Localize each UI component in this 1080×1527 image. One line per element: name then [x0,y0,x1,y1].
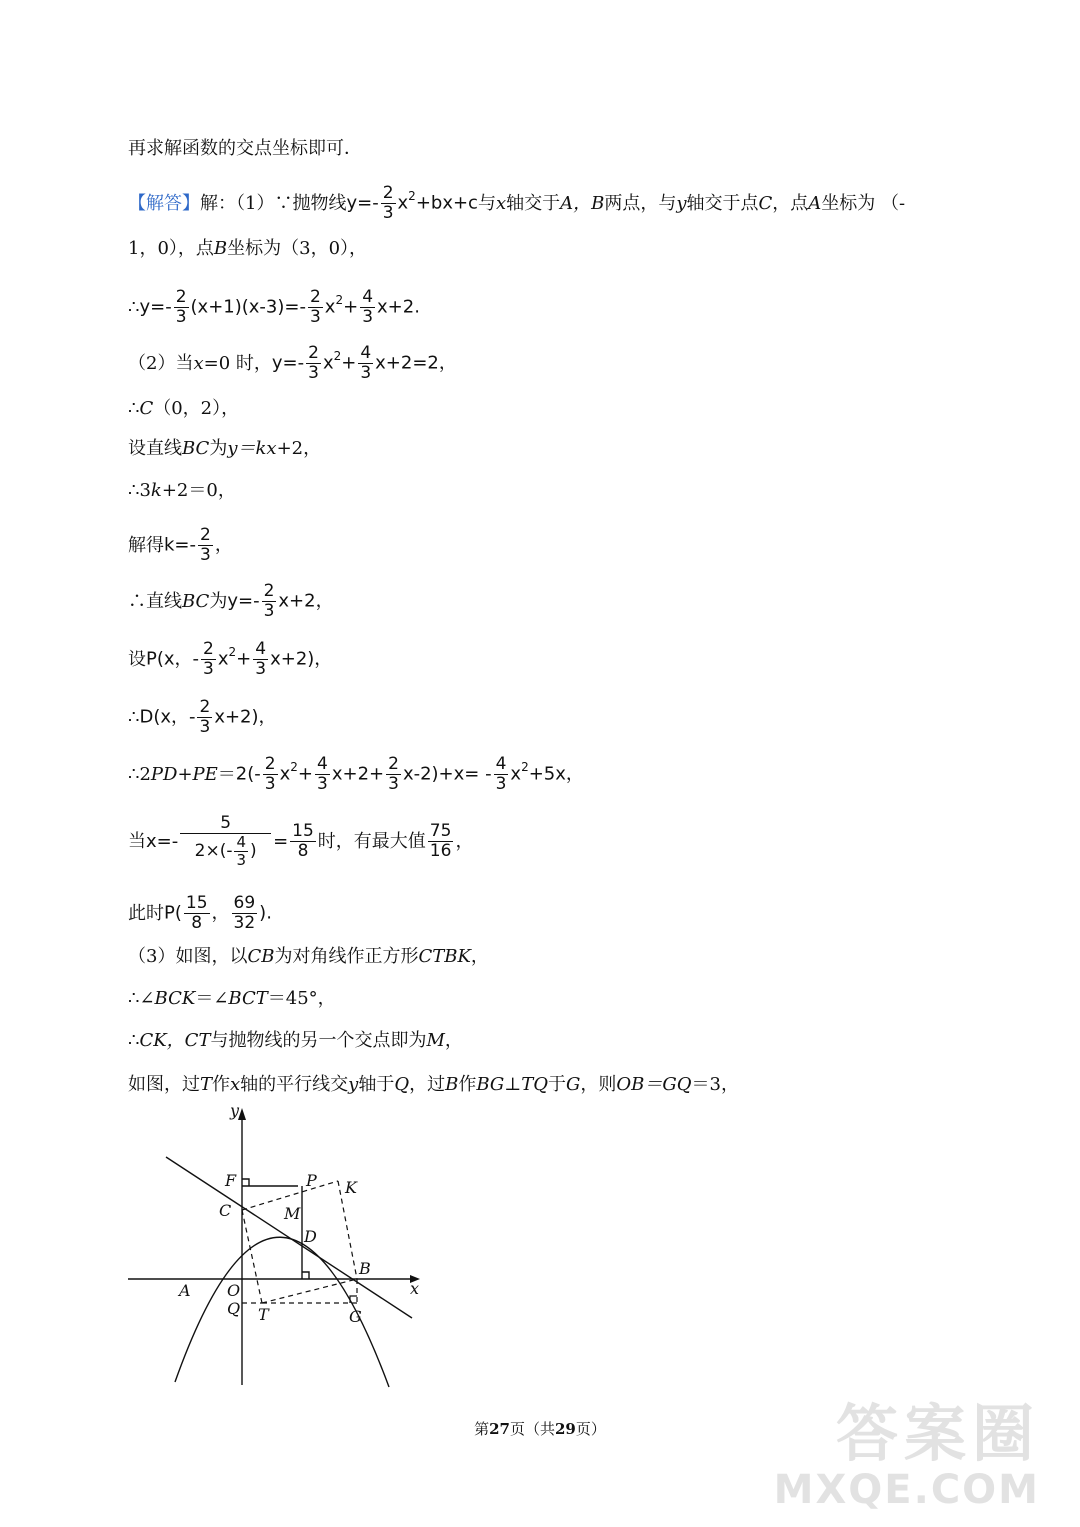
text-line [128,1074,739,1096]
text: 作 [212,1074,231,1095]
text: 轴交于 [506,192,561,214]
text: （3）如图，以 [128,946,248,967]
text-line [128,582,334,621]
text: ＝3， [691,1074,739,1095]
page-footer: 第27页（共29页） [474,1420,606,1438]
text: ∴2 [128,763,151,785]
text-line [128,480,236,502]
text: ∴3 [128,480,151,501]
text: 设直线 [128,438,182,459]
watermark: 答案圈 MXQE.COM [773,1397,1040,1513]
text: 轴于 [358,1074,395,1095]
text: +2＝0， [161,480,236,501]
text: ＝∠ [195,988,229,1009]
text: 当 [128,830,146,852]
label-q: Q [227,1299,241,1318]
label-c: C [219,1201,232,1220]
math: y=- $\frac{2}{3}$ $x^2+bx+c$ [346,183,478,223]
text-line [128,946,489,968]
var: PD+PE [150,763,218,785]
text: 于 [547,1074,566,1095]
text: 为对角线作正方形 [274,946,419,967]
var: M [426,1030,445,1051]
text-line [128,288,420,327]
text-line [128,438,321,460]
segment-c-t [242,1210,262,1303]
text: 为 [209,438,228,459]
text: 与抛物线的另一个交点即为 [210,1030,427,1051]
label-d: D [304,1227,317,1246]
text: ∴直线 [128,590,182,612]
text: 设 [128,648,146,670]
var: C [139,398,154,419]
segment-t-b [262,1279,357,1303]
text-line [128,698,277,737]
label-m: M [284,1204,301,1223]
text: ∴ [128,706,140,728]
right-angle-mark-d [302,1272,309,1279]
text: 为 [209,590,228,612]
var: BC [182,438,210,459]
math: P(x，- $\frac{2}{3}$ $x^2+$ $\frac{4}{3}$ x+2)， [146,639,333,679]
label-y: y [230,1101,240,1120]
var: y [676,192,687,214]
var: OB＝GQ [616,1074,692,1095]
text: ∴ [128,296,140,318]
var: T [200,1074,213,1095]
var: A [808,192,822,214]
text-line: 当 x=- 5 2×(- $\frac{4}{3}$ ) = $\frac{15}{8}$ 时，有最大值 $\frac{75}{16}$ ， [128,813,474,869]
text-line [128,398,239,420]
math: y=- $\frac{2}{3}$ (x+1)(x-3)=- $\frac{2}{3}$ $x^2+$ $\frac{4}{3}$ x+2. [139,287,420,327]
text: 此时 [128,902,164,924]
right-angle-mark-f [242,1179,249,1186]
text-line [128,894,272,933]
text: （0，2）， [153,398,240,419]
text: ，则 [580,1074,617,1095]
var: y＝kx [227,438,277,459]
label-a: A [179,1281,191,1300]
text-line [128,344,457,383]
text: 解得 [128,534,164,556]
text-line [128,640,332,679]
text: ＝ [217,763,236,785]
var: Q [394,1074,410,1095]
var: BC [182,590,210,612]
var: BCT [228,988,268,1009]
math: P( $\frac{15}{8}$ ， $\frac{69}{32}$ ). [164,893,272,933]
math: y=- $\frac{2}{3}$ $x^2+$ $\frac{4}{3}$ x+2=2， [271,343,457,383]
math: D(x，- $\frac{2}{3}$ x+2)， [139,697,277,737]
var: G [565,1074,581,1095]
text: ∴ [128,1030,140,1051]
label-x: x [410,1279,420,1298]
math: k=- $\frac{2}{3}$ ， [164,525,233,565]
text: ∴ [128,398,140,419]
label-g: G [349,1307,362,1326]
text: +2， [276,438,322,459]
label-o: O [227,1281,241,1300]
max-value: $\frac{75}{16}$ [429,821,452,861]
var: B [445,1074,459,1095]
math: 2(- $\frac{2}{3}$ $x^2+$ $\frac{4}{3}$ x+2+ $\frac{2}{3}$ x-2)+x= - $\frac{4}{3}$ $x^2+5x$， [235,754,584,794]
text-line [128,138,362,160]
var: B [213,238,228,259]
text: 解：（1）∵抛物线 [200,192,347,214]
geometry-figure [120,1100,440,1390]
var: BG⊥TQ [476,1074,548,1095]
text: 如图，过 [128,1074,200,1095]
label-p: P [306,1171,317,1190]
text: 再求解函数的交点坐标即可． [128,138,362,159]
label-b: B [359,1259,371,1278]
math: y=- $\frac{2}{3}$ x+2， [227,581,334,621]
var: A，B [560,192,605,214]
var: CK，CT [139,1030,211,1051]
text: ，过 [409,1074,446,1095]
text: =0 时， [203,352,272,374]
text-line [128,238,367,260]
label-t: T [258,1305,269,1324]
label-f: F [225,1171,237,1190]
var: y [348,1074,359,1095]
text: 轴的平行线交 [240,1074,349,1095]
text: 作 [458,1074,477,1095]
text: 与 [477,192,496,214]
text: ∴∠ [128,988,155,1009]
text: ， [470,946,489,967]
answer-tag: 【解答】 [128,192,200,214]
text: 1，0），点 [128,238,214,259]
var: CB [247,946,275,967]
var: x [193,352,204,374]
text: 时，有最大值 [317,830,426,852]
text-line [128,526,233,565]
text-line [128,988,336,1010]
text: ， [444,1030,463,1051]
line-bc [166,1157,412,1318]
var: k [150,480,162,501]
var: CTBK [418,946,471,967]
var: BCK [154,988,196,1009]
var: x [230,1074,241,1095]
label-k: K [345,1178,357,1197]
page-number: 27 [489,1420,510,1438]
math: x=- 5 2×(- $\frac{4}{3}$ ) = $\frac{15}{8}$ [146,813,314,869]
var: C [758,192,773,214]
y-axis-arrow [238,1108,246,1120]
text-line [128,184,905,223]
text: （2）当 [128,352,194,374]
var: x [495,192,507,214]
text: ＝45°， [267,988,336,1009]
text-line [128,755,584,794]
page-total: 29 [555,1420,576,1438]
text: 坐标为 （- [821,192,906,214]
text: ，点 [772,192,809,214]
text: 轴交于点 [686,192,759,214]
text-line [128,1030,463,1052]
text: 坐标为（3，0）， [227,238,368,259]
text: 两点，与 [604,192,677,214]
